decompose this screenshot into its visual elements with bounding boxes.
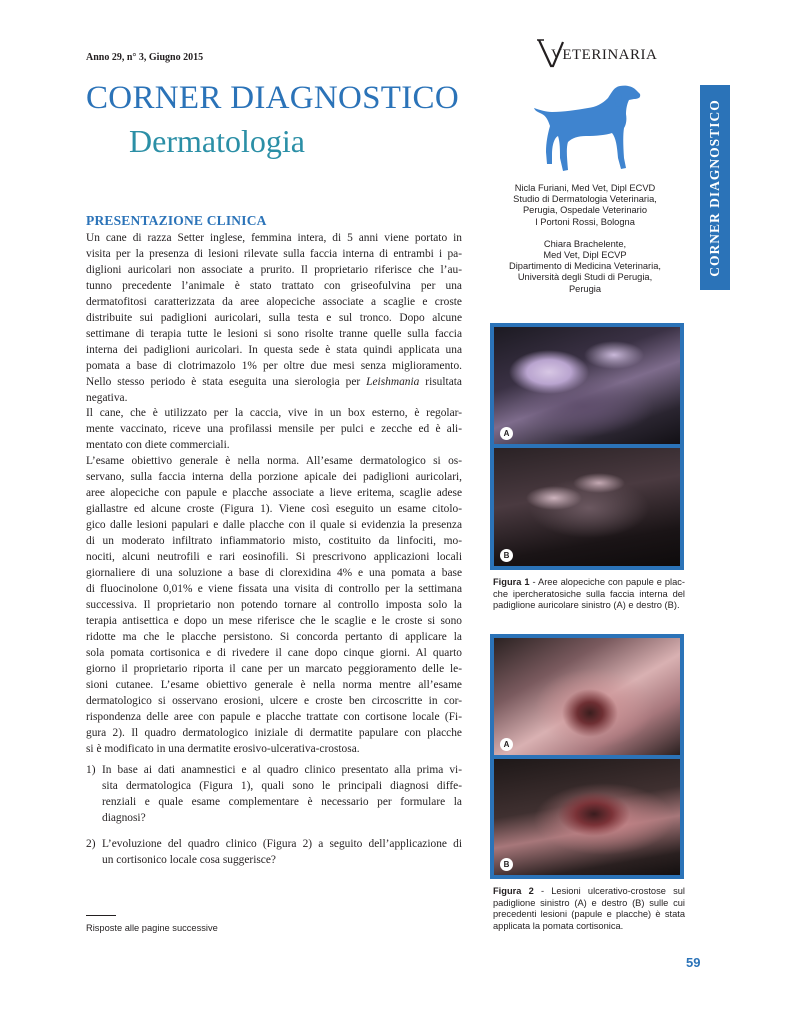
figure-2 — [490, 634, 684, 879]
figure-2a-photo — [494, 638, 680, 755]
dog-silhouette-icon — [530, 78, 648, 174]
body-line: mentato con diete commerciali. — [86, 439, 230, 452]
body-line: giallastre ed alcune croste (Figura 1). Viene così eseguito un esame citolo- — [86, 503, 462, 516]
body-line: terapia antisettica e dopo un mese riferisce che le scaglie e le croste si sono — [86, 614, 462, 627]
body-line: diglioni auricolari non associate a prurito. Il proprietario riferisce che l’au- — [86, 263, 462, 276]
question-2 — [86, 837, 462, 869]
body-line: gico dalle lesioni papulari e dalle placche con il quale si evidenzia la presenza — [86, 519, 462, 532]
figure-label-b: B — [500, 858, 513, 871]
body-line: giornaliere di una soluzione a base di clorexidina 4% e una pomata a base — [86, 567, 462, 580]
body-line: dermatofitosi caratterizzata da aree alopeciche associate a scaglie e croste — [86, 295, 462, 308]
author-line: Studio di Dermatologia Veterinaria, — [513, 194, 657, 205]
body-line: di fluocinolone 0,01% e viene fissata una visita di controllo per la settimana — [86, 582, 462, 595]
figure-1b-photo — [494, 448, 680, 566]
body-line: nociti, alcuni neutrofili e rari eosinofili. Si prescrivono applicazioni locali — [86, 551, 462, 564]
caption-line: - Aree alopeciche con papule e plac- — [529, 577, 686, 587]
figure-label-a: A — [500, 738, 513, 751]
authors-block — [496, 183, 674, 295]
section-sidebar-tab — [700, 85, 730, 290]
caption-line: padiglione auricolare sinistro (A) e destro (B). — [493, 600, 680, 611]
section-heading: PRESENTAZIONE CLINICA — [86, 213, 267, 228]
body-line: sioni cutanee. L’esame obiettivo generale è nella norma mentre all’esame — [86, 678, 462, 691]
body-line: aree alopeciche con papule e placche associate a lieve eritema, scaglie adese — [86, 487, 462, 500]
author-line: Perugia, Ospedale Veterinario — [522, 205, 648, 216]
sidebar-label: CORNER DIAGNOSTICO — [707, 98, 722, 277]
question-1 — [86, 763, 462, 827]
issue-info: Anno 29, n° 3, Giugno 2015 — [86, 52, 204, 63]
body-line: mente vaccinato, riceve una profilassi mensile per pulci e zecche ed è ali- — [86, 423, 462, 436]
author-line: Med Vet, Dipl ECVP — [543, 250, 627, 261]
question-line: un cortisonico locale cosa suggerisce? — [102, 853, 276, 866]
body-line: gura 2). Il quadro dermatologico iniziale di dermatite papulare con placche — [86, 726, 462, 739]
author-line: Perugia — [568, 283, 602, 294]
figure-label-a: A — [500, 427, 513, 440]
body-text — [86, 231, 462, 757]
body-line: negativa. — [86, 391, 128, 404]
page-title: CORNER DIAGNOSTICO — [86, 80, 459, 116]
question-line: renziali e quale esame complementare è necessario per formulare la — [102, 795, 462, 808]
body-line: L’esame obiettivo generale è nella norma. All’esame dermatologico si os- — [86, 455, 462, 468]
question-line: L’evoluzione del quadro clinico (Figura 2) a seguito dell’applicazione di — [102, 838, 462, 850]
body-line: visita per la presenza di lesioni rilevate sulla faccia interna di entrambi i pa- — [86, 247, 462, 260]
footnote-divider — [86, 915, 116, 916]
caption-line: - Lesioni ulcerativo-crostose sul — [533, 886, 686, 896]
footnote: Risposte alle pagine successive — [86, 923, 218, 933]
body-line: distribuite sui padiglioni auricolari, sulla testa e sul tronco. Dopo alcune — [86, 311, 462, 324]
figure-1 — [490, 323, 684, 570]
page-subtitle: Dermatologia — [129, 123, 305, 159]
figure-label-b: B — [500, 549, 513, 562]
question-number: 1) — [86, 764, 96, 776]
caption-label: Figura 2 — [493, 886, 534, 896]
figure-1a-photo — [494, 327, 680, 444]
caption-line: padiglione sinistro (A) e destro (B) sulle cui — [493, 897, 685, 908]
caption-line: che ipercheratosiche sulla faccia interna del — [493, 588, 685, 599]
body-line: interna dei padiglioni auricolari. In questa sede è stata quindi applicata una — [86, 343, 462, 356]
body-line: di un moderato infiltrato infiammatorio misto, costituito da linfociti, mo- — [86, 535, 462, 548]
body-line: successiva. Il proprietario non potendo tornare al controllo imposta solo la — [86, 598, 462, 611]
figure-2-caption — [493, 886, 685, 932]
body-line: Un cane di razza Setter inglese, femmina intera, di 5 anni viene portato in — [86, 232, 462, 244]
figure-2b-photo — [494, 759, 680, 875]
caption-line: applicata la pomata cortisonica. — [493, 920, 624, 931]
body-line: si è modificato in una dermatite erosivo-ulcerativa-crostosa. — [86, 742, 360, 755]
page-number: 59 — [686, 955, 701, 970]
body-line: tunno precedente l’animale è stato trattato con griseofulvina per una — [86, 279, 462, 292]
author-line: Dipartimento di Medicina Veterinaria, — [509, 261, 661, 272]
author-line: Nicla Furiani, Med Vet, Dipl ECVD — [514, 183, 656, 193]
body-line: sola pomata cortisonica e di rivedere il cane dopo cinque giorni. Al quarto — [86, 646, 462, 659]
question-line: diagnosi? — [102, 811, 146, 824]
question-number: 2) — [86, 838, 96, 850]
body-line: giorno il proprietario riporta il cane per un marcato peggioramento delle le- — [86, 662, 462, 675]
question-line: sita dermatologica (Figura 1), quali sono le principali diagnosi diffe- — [102, 779, 462, 792]
journal-logo — [537, 34, 667, 70]
body-line: ridotte ma che le placche persistono. Si concorda pertanto di applicare la — [86, 630, 462, 643]
body-line: pomata a base di clotrimazolo 1% per oltre due mesi senza miglioramento. — [86, 359, 462, 372]
journal-name: VETERINARIA — [551, 47, 658, 63]
body-line: Il cane, che è utilizzato per la caccia, vive in un box esterno, è regolar- — [86, 407, 462, 420]
body-line: Nello stesso periodo è stata eseguita una sierologia per Leishmania risultata — [86, 375, 462, 388]
body-line: servano, sulla faccia interna della porzione apicale dei padiglioni auricolari, — [86, 471, 462, 484]
caption-label: Figura 1 — [493, 577, 530, 587]
author-line: Università degli Studi di Perugia, — [517, 272, 653, 283]
body-line: settimane di terapia tutte le lesioni si sono risolte tranne quelle sulla faccia — [86, 327, 462, 340]
author-line: I Portoni Rossi, Bologna — [535, 216, 635, 227]
figure-1-caption — [493, 577, 685, 612]
body-line: dermatologico si osservano erosioni, ulcere e croste ben circoscritte in cor- — [86, 694, 462, 707]
caption-line: precedenti lesioni (papule e placche) è stata — [493, 909, 685, 920]
author-line: Chiara Brachelente, — [543, 238, 627, 249]
body-line: rispondenza delle aree con papule e placche trattate con cortisone locale (Fi- — [86, 710, 462, 723]
question-line: In base ai dati anamnestici e al quadro clinico presentato alla prima vi- — [102, 764, 462, 776]
